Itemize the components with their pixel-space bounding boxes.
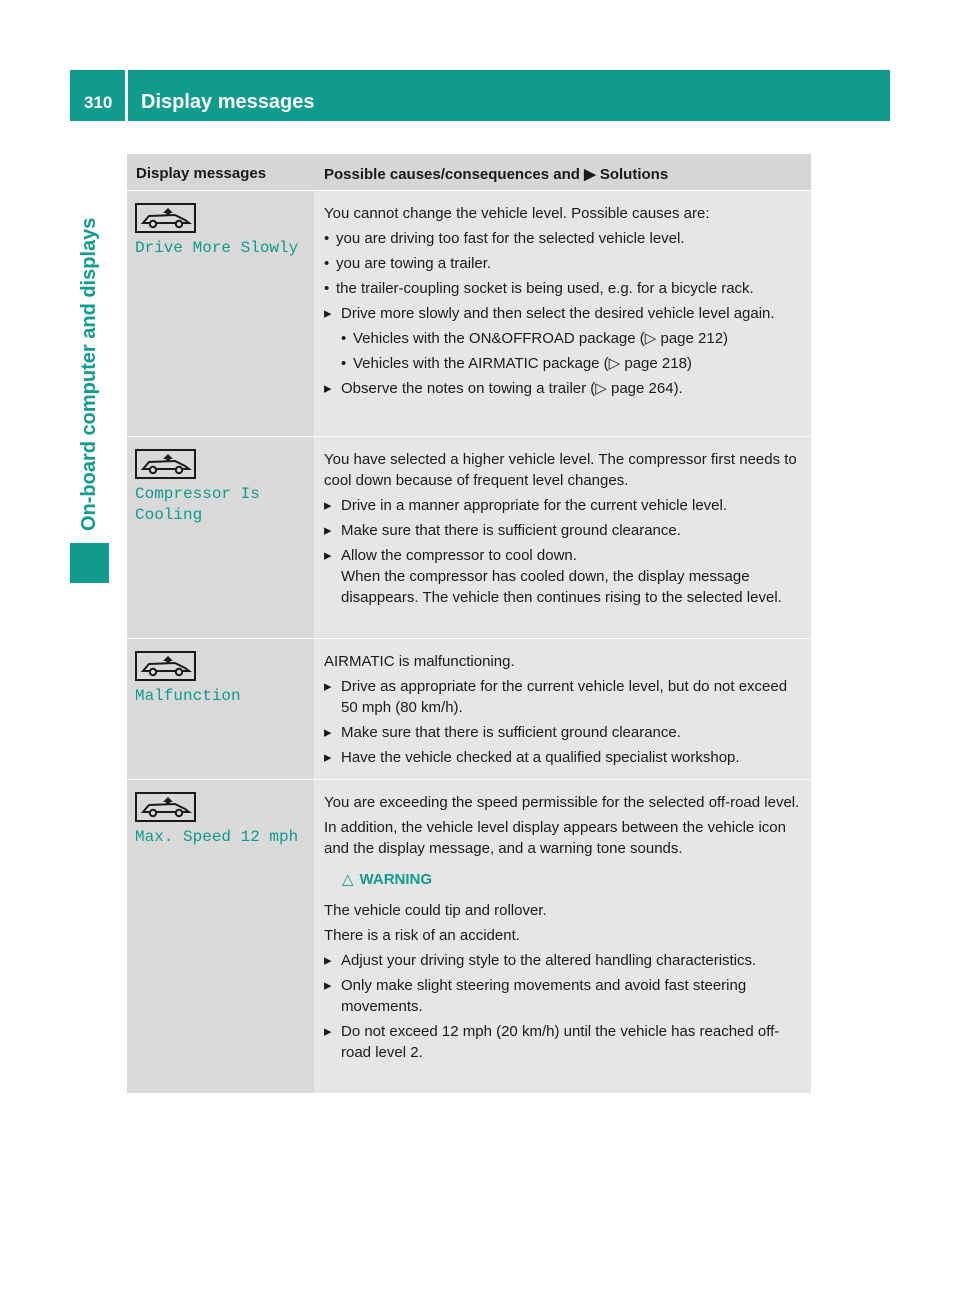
cause-intro: AIRMATIC is malfunctioning. — [324, 653, 515, 670]
step-arrow-icon: ▸ — [324, 522, 332, 539]
table-row — [127, 638, 811, 779]
column-header-causes-label: Possible causes/consequences and — [324, 166, 580, 183]
step-arrow-icon: ▸ — [324, 977, 332, 994]
table-row — [127, 436, 811, 638]
page-title: Display messages — [141, 91, 315, 113]
solution-step: ▸ Observe the notes on towing a trailer (▷ page 264). — [324, 380, 683, 397]
solution-step: ▸ Drive in a manner appropriate for the current vehicle level. — [324, 497, 728, 514]
display-message: Drive More Slowly — [135, 239, 299, 257]
warning-text: The vehicle could tip and rollover. — [324, 902, 547, 919]
solution-step: ▸ Do not exceed 12 mph (20 km/h) until the vehicle has reached off-road level 2. — [324, 1023, 780, 1061]
solution-cell — [314, 191, 811, 436]
solution-step: ▸ Make sure that there is sufficient ground clearance. — [324, 522, 681, 539]
table-row — [127, 190, 811, 436]
header-divider — [125, 70, 128, 121]
cause-intro: You cannot change the vehicle level. Possible causes are: — [324, 205, 710, 222]
step-arrow-icon: ▸ — [324, 380, 332, 397]
cause-item: • you are towing a trailer. — [324, 253, 805, 274]
step-arrow-icon: ▸ — [324, 678, 332, 695]
vehicle-level-icon — [135, 449, 196, 479]
step-arrow-icon: ▸ — [324, 749, 332, 766]
vehicle-level-icon — [135, 792, 196, 822]
display-message: Max. Speed 12 mph — [135, 828, 299, 846]
page-number: 310 — [84, 93, 113, 112]
solution-step: ▸ Only make slight steering movements and avoid fast steering movements. — [324, 977, 747, 1015]
cause-detail: In addition, the vehicle level display appears between the vehicle icon and the display message, and a warning tone sounds. — [324, 819, 786, 857]
table-row — [127, 779, 811, 1093]
message-cell — [127, 780, 314, 1093]
solution-step: ▸ Make sure that there is sufficient ground clearance. — [324, 724, 681, 741]
cause-item: • the trailer-coupling socket is being used, e.g. for a bicycle rack. — [324, 278, 805, 299]
step-arrow-icon: ▸ — [324, 1023, 332, 1040]
sub-item[interactable]: • Vehicles with the AIRMATIC package (▷ page 218) — [324, 353, 805, 374]
column-header-solutions-label: Solutions — [599, 166, 669, 183]
display-message: Malfunction — [135, 687, 241, 705]
warning-heading: △ WARNING — [342, 871, 433, 888]
play-arrow-icon: ▶ — [584, 166, 596, 183]
solution-cell — [314, 437, 811, 638]
vehicle-level-icon — [135, 651, 196, 681]
message-cell — [127, 437, 314, 638]
column-header-display-messages: Display messages — [136, 165, 267, 182]
display-message: Compressor Is Cooling — [135, 485, 260, 524]
warning-text: There is a risk of an accident. — [324, 927, 520, 944]
solution-cell — [314, 639, 811, 779]
step-arrow-icon: ▸ — [324, 305, 332, 322]
solution-step: ▸ Drive as appropriate for the current vehicle level, but do not exceed 50 mph (80 km/h). — [324, 678, 788, 716]
solution-step: ▸ Allow the compressor to cool down. When the compressor has cooled down, the display message disappears. The vehicle then continues rising to the selected level. — [324, 547, 782, 606]
step-arrow-icon: ▸ — [324, 952, 332, 969]
solution-cell — [314, 780, 811, 1093]
solution-step: ▸ Adjust your driving style to the altered handling characteristics. — [324, 952, 757, 969]
solution-step: ▸ Drive more slowly and then select the desired vehicle level again. — [324, 305, 775, 322]
message-cell — [127, 191, 314, 436]
cause-intro: You have selected a higher vehicle level. The compressor first needs to cool down because of frequent level changes. — [324, 451, 797, 489]
display-messages-table — [127, 154, 811, 1093]
cause-intro: You are exceeding the speed permissible for the selected off-road level. — [324, 794, 800, 811]
vehicle-level-icon — [135, 203, 196, 233]
table-header — [127, 154, 811, 190]
step-detail: When the compressor has cooled down, the display message disappears. The vehicle then continues rising to the selected level. — [341, 568, 782, 606]
sub-item[interactable]: • Vehicles with the ON&OFFROAD package (▷ page 212) — [324, 328, 805, 349]
side-tab-marker — [70, 543, 109, 583]
side-tab-label: On-board computer and displays — [78, 217, 100, 531]
column-header-solutions — [314, 154, 811, 190]
step-arrow-icon: ▸ — [324, 724, 332, 741]
step-arrow-icon: ▸ — [324, 547, 332, 564]
step-arrow-icon: ▸ — [324, 497, 332, 514]
cause-item: • you are driving too fast for the selected vehicle level. — [324, 228, 805, 249]
message-cell — [127, 639, 314, 779]
warning-triangle-icon: △ — [342, 871, 354, 888]
solution-step: ▸ Have the vehicle checked at a qualified specialist workshop. — [324, 749, 740, 766]
